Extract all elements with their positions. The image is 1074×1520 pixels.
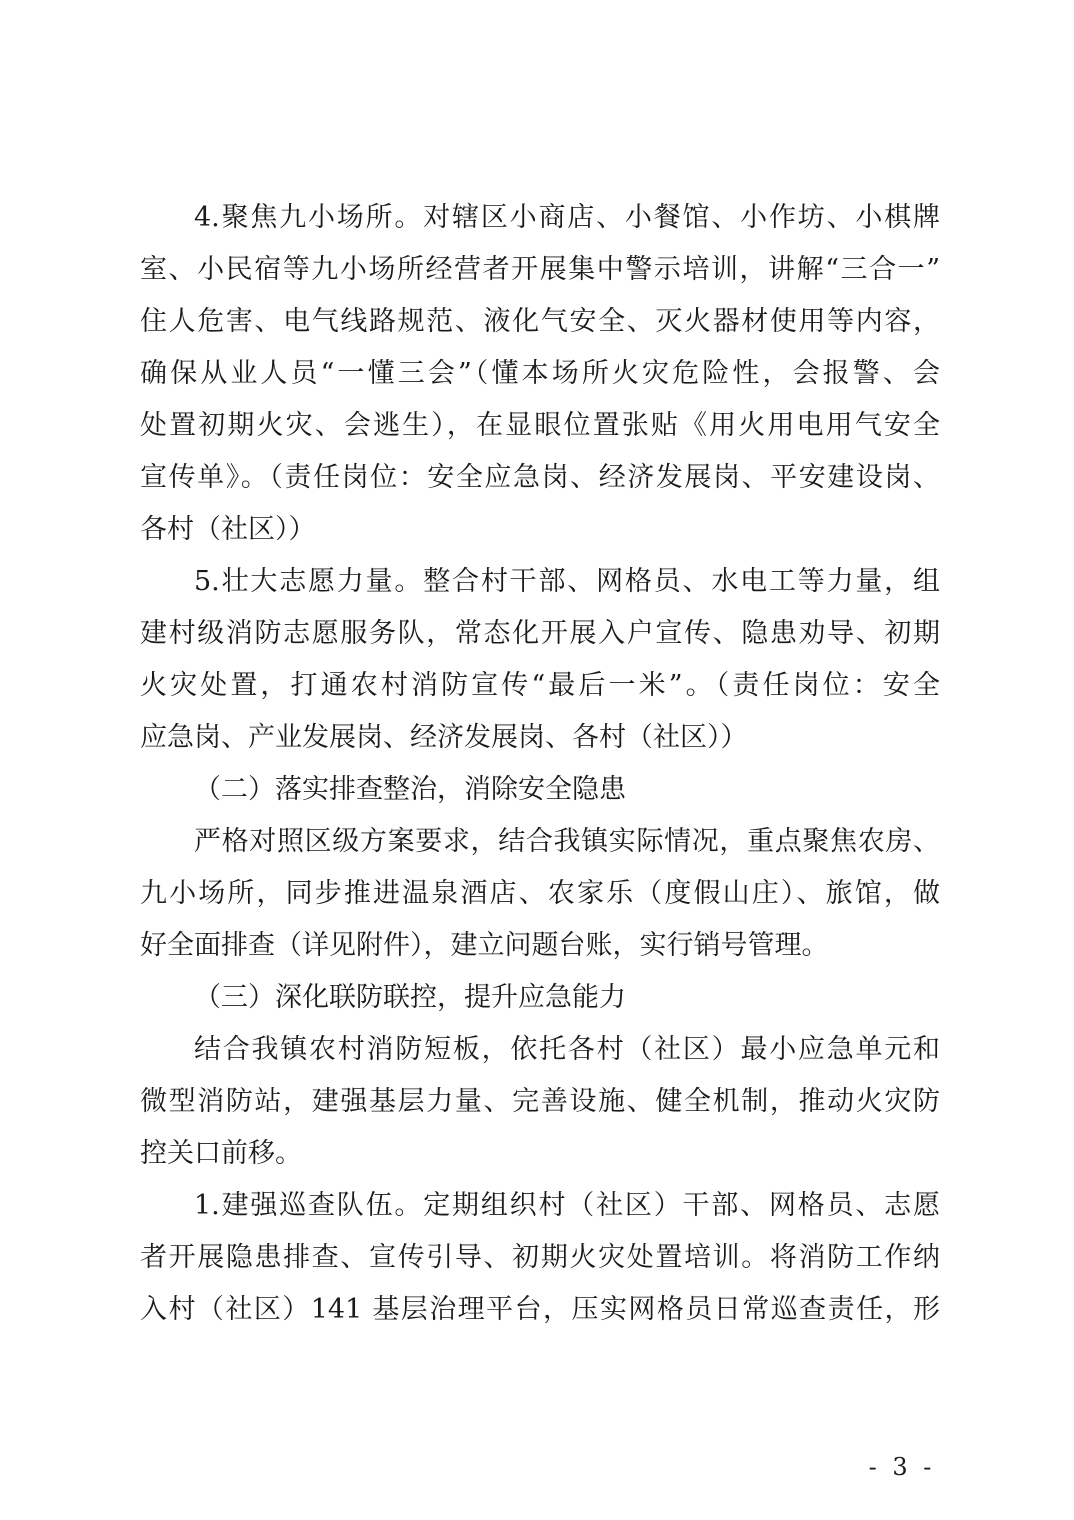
section-heading: （二）落实排查整治，消除安全隐患 (194, 774, 626, 805)
text-line: 入村（社区）141 基层治理平台，压实网格员日常巡查责任，形 (140, 1294, 940, 1325)
text-line: 好全面排查（详见附件），建立问题台账，实行销号管理。 (140, 930, 829, 961)
text-line: 1.建强巡查队伍。定期组织村（社区）干部、网格员、志愿 (194, 1190, 940, 1221)
text-line: 室、小民宿等九小场所经营者开展集中警示培训，讲解“三合一” (140, 254, 940, 285)
text-line: 5.壮大志愿力量。整合村干部、网格员、水电工等力量，组 (194, 566, 940, 597)
text-line: 九小场所，同步推进温泉酒店、农家乐（度假山庄）、旅馆，做 (140, 878, 940, 909)
text-line: 结合我镇农村消防短板，依托各村（社区）最小应急单元和 (194, 1034, 940, 1065)
text-line: 严格对照区级方案要求，结合我镇实际情况，重点聚焦农房、 (194, 826, 940, 857)
text-line: 建村级消防志愿服务队，常态化开展入户宣传、隐患劝导、初期 (140, 618, 940, 649)
page-number: - 3 - (868, 1453, 936, 1481)
document-body (140, 192, 940, 1336)
text-line: 微型消防站，建强基层力量、完善设施、健全机制，推动火灾防 (140, 1086, 940, 1117)
text-line: 宣传单》。（责任岗位：安全应急岗、经济发展岗、平安建设岗、 (140, 462, 940, 493)
text-line: 应急岗、产业发展岗、经济发展岗、各村（社区）） (140, 722, 748, 753)
text-line: 控关口前移。 (140, 1138, 302, 1169)
text-line: 4.聚焦九小场所。对辖区小商店、小餐馆、小作坊、小棋牌 (194, 202, 940, 233)
text-line: 各村（社区）） (140, 514, 316, 545)
text-line: 火灾处置，打通农村消防宣传“最后一米”。（责任岗位：安全 (140, 670, 940, 701)
text-line: 者开展隐患排查、宣传引导、初期火灾处置培训。将消防工作纳 (140, 1242, 940, 1273)
section-heading: （三）深化联防联控，提升应急能力 (194, 982, 626, 1013)
text-line: 确保从业人员“一懂三会”（懂本场所火灾危险性，会报警、会 (140, 358, 940, 389)
text-line: 处置初期火灾、会逃生），在显眼位置张贴《用火用电用气安全 (140, 410, 940, 441)
text-line: 住人危害、电气线路规范、液化气安全、灭火器材使用等内容， (140, 306, 940, 337)
